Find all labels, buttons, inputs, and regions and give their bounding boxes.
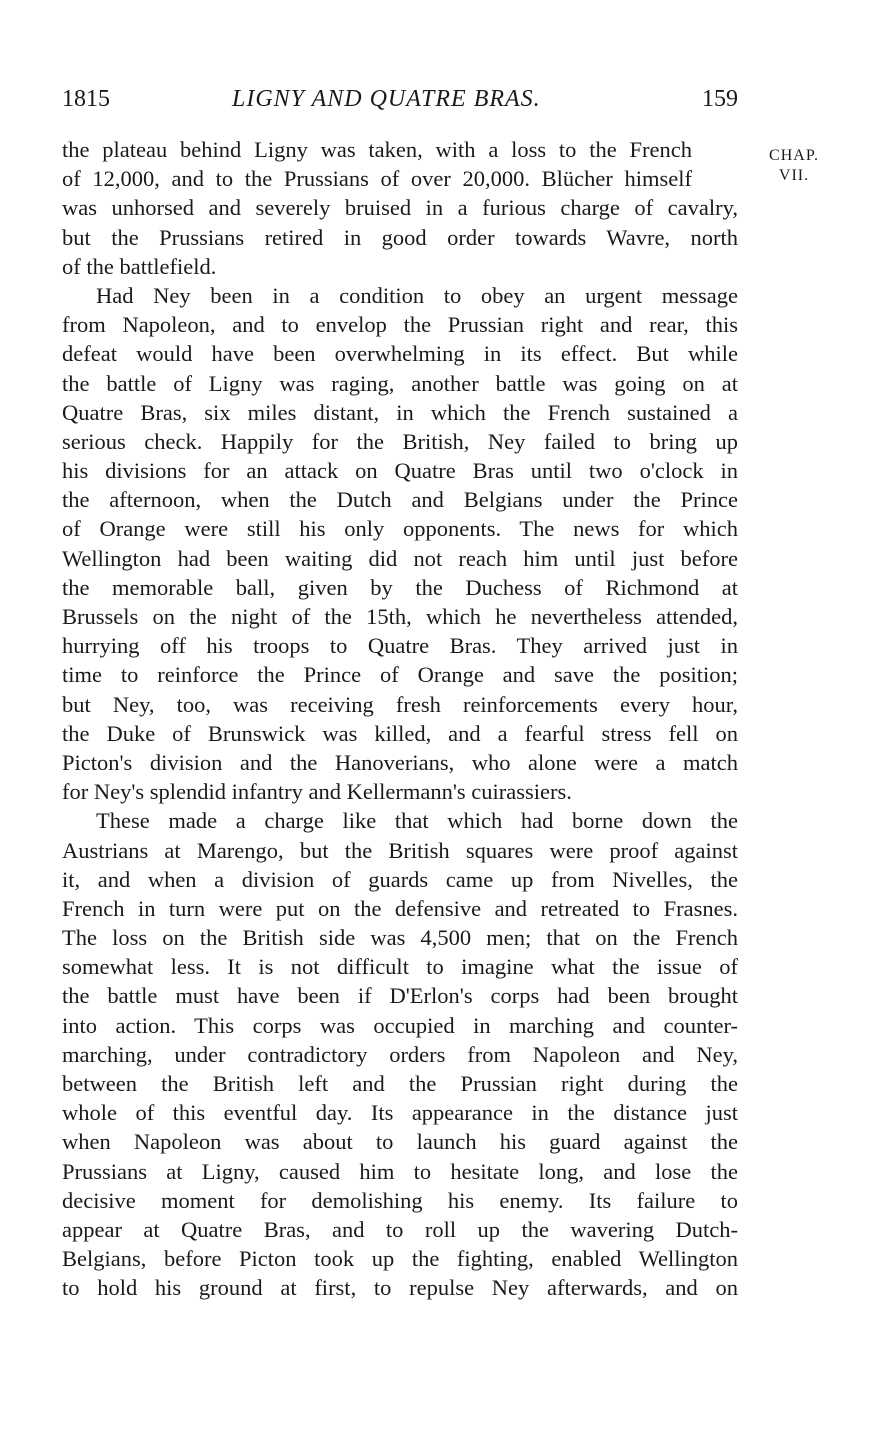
running-head-title: LIGNY AND QUATRE BRAS. [232,86,541,112]
running-head [62,86,738,116]
chapter-margin-note [754,146,834,186]
text-line: Brussels on the night of the 15th, which he nevertheless attended, [62,604,738,629]
text-line: Austrians at Marengo, but the British squares were proof against [62,837,738,863]
text-line: Quatre Bras, six miles distant, in which the French sustained a [62,399,738,425]
text-line: Picton's division and the Hanoverians, who alone were a match [62,749,738,775]
text-line: when Napoleon was about to launch his guard against the [62,1129,738,1155]
text-line: whole of this eventful day. Its appearance in the distance just [62,1100,738,1126]
text-line: the plateau behind Ligny was taken, with a loss to the French [62,137,692,162]
text-line: somewhat less. It is not difficult to imagine what the issue of [62,954,738,980]
text-line: appear at Quatre Bras, and to roll up the wavering Dutch- [62,1216,738,1242]
text-line: time to reinforce the Prince of Orange and save the position; [62,662,738,688]
text-line: the battle of Ligny was raging, another battle was going on at [62,370,738,396]
page-number: 159 [702,86,738,112]
text-line: Wellington had been waiting did not reach him until just before [62,545,738,571]
text-line: defeat would have been overwhelming in its effect. But while [62,341,738,367]
body-text [62,135,738,1303]
paragraph-start-line: Had Ney been in a condition to obey an urgent message [96,282,738,308]
text-line: the afternoon, when the Dutch and Belgians under the Prince [62,487,738,513]
text-line: to hold his ground at first, to repulse Ney afterwards, and on [62,1275,738,1301]
text-line: of 12,000, and to the Prussians of over 20,000. Blücher himself [62,166,692,192]
text-line: into action. This corps was occupied in marching and counter- [62,1012,738,1038]
text-line: for Ney's splendid infantry and Kellermann's cuirassiers. [62,779,572,805]
text-line: from Napoleon, and to envelop the Prussian right and rear, this [62,312,738,338]
margin-note-chap: CHAP. [769,147,819,164]
text-line: between the British left and the Prussian right during the [62,1071,738,1096]
margin-note-number: VII. [778,167,810,184]
text-line: was unhorsed and severely bruised in a furious charge of cavalry, [62,195,738,221]
text-line: of the battlefield. [62,253,217,279]
text-line: but the Prussians retired in good order towards Wavre, north [62,224,738,250]
text-line: the battle must have been if D'Erlon's corps had been brought [62,983,738,1009]
text-line: of Orange were still his only opponents. The news for which [62,516,738,542]
text-line: the Duke of Brunswick was killed, and a fearful stress fell on [62,720,738,746]
text-line: the memorable ball, given by the Duchess of Richmond at [62,574,738,600]
text-line: his divisions for an attack on Quatre Bras until two o'clock in [62,458,738,484]
paragraph-start-line: These made a charge like that which had borne down the [96,808,738,834]
text-line: Belgians, before Picton took up the fighting, enabled Wellington [62,1246,738,1272]
text-line: Prussians at Ligny, caused him to hesitate long, and lose the [62,1158,738,1184]
text-line: French in turn were put on the defensive and retreated to Frasnes. [62,895,738,921]
text-line: it, and when a division of guards came up from Nivelles, the [62,866,738,892]
text-line: The loss on the British side was 4,500 men; that on the French [62,925,738,951]
text-line: decisive moment for demolishing his enemy. Its failure to [62,1187,738,1213]
running-head-year: 1815 [62,86,110,112]
text-line: serious check. Happily for the British, Ney failed to bring up [62,428,738,454]
text-line: hurrying off his troops to Quatre Bras. They arrived just in [62,633,738,659]
text-line: but Ney, too, was receiving fresh reinforcements every hour, [62,691,738,717]
text-line: marching, under contradictory orders from Napoleon and Ney, [62,1041,738,1067]
